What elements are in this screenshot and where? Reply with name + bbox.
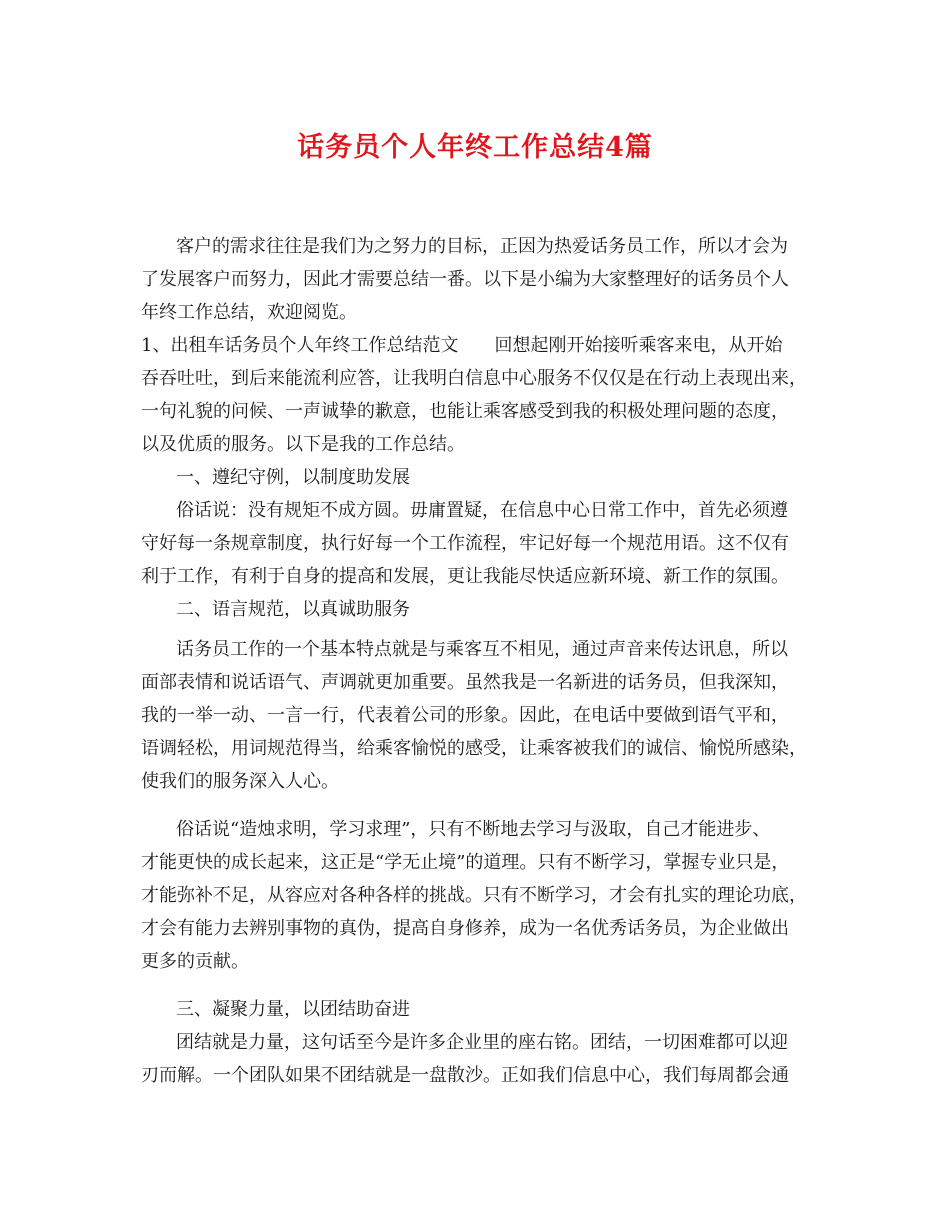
paragraph-line: 才能更快的成长起来，这正是“学无止境”的道理。只有不断学习，掌握专业只是， [141,852,790,873]
paragraph-line: 才会有能力去辨别事物的真伪，提高自身修养，成为一名优秀话务员，为企业做出 [141,918,789,939]
section-heading: 二、语言规范，以真诚助服务 [176,599,410,620]
paragraph-line: 以及优质的服务。以下是我的工作总结。 [141,434,465,455]
paragraph-line: 使我们的服务深入人心。 [141,771,339,792]
paragraph-line: 年终工作总结，欢迎阅览。 [141,302,357,323]
paragraph-line: 守好每一条规章制度，执行好每一个工作流程，牢记好每一个规范用语。这不仅有 [141,533,789,554]
paragraph-line: 才能弥补不足，从容应对各种各样的挑战。只有不断学习，才会有扎实的理论功底， [141,885,807,906]
paragraph-line: 俗话说“造烛求明，学习求理”，只有不断地去学习与汲取，自己才能进步、 [176,819,771,840]
paragraph-line: 吞吞吐吐，到后来能流利应答，让我明白信息中心服务不仅仅是在行动上表现出来， [141,368,807,389]
paragraph-line: 俗话说：没有规矩不成方圆。毋庸置疑，在信息中心日常工作中，首先必须遵 [176,500,788,521]
document-title: 话务员个人年终工作总结4篇 [297,132,653,163]
paragraph-line: 一句礼貌的问候、一声诚挚的歉意，也能让乘客感受到我的积极处理问题的态度， [141,401,789,422]
section-heading: 一、遵纪守例，以制度助发展 [176,467,410,488]
paragraph-line: 我的一举一动、一言一行，代表着公司的形象。因此，在电话中要做到语气平和， [141,705,789,726]
paragraph-line: 客户的需求往往是我们为之努力的目标，正因为热爱话务员工作，所以才会为 [176,236,788,257]
paragraph-line: 刃而解。一个团队如果不团结就是一盘散沙。正如我们信息中心，我们每周都会通 [141,1065,789,1086]
paragraph-line: 面部表情和说话语气、声调就更加重要。虽然我是一名新进的话务员，但我深知， [141,672,789,693]
paragraph-line: 话务员工作的一个基本特点就是与乘客互不相见，通过声音来传达讯息，所以 [176,639,788,660]
section-heading: 三、凝聚力量，以团结助奋进 [176,999,410,1020]
paragraph-line: 利于工作，有利于自身的提高和发展，更让我能尽快适应新环境、新工作的氛围。 [141,566,789,587]
paragraph-line: 团结就是力量，这句话至今是许多企业里的座右铭。团结，一切困难都可以迎 [176,1032,788,1053]
paragraph-line: 更多的贡献。 [141,951,249,972]
paragraph-line: 语调轻松，用词规范得当，给乘客愉悦的感受，让乘客被我们的诚信、愉悦所感染， [141,738,807,759]
paragraph-line: 了发展客户而努力，因此才需要总结一番。以下是小编为大家整理好的话务员个人 [141,269,789,290]
paragraph-line: 1、出租车话务员个人年终工作总结范文 回想起刚开始接听乘客来电，从开始 [141,335,783,356]
